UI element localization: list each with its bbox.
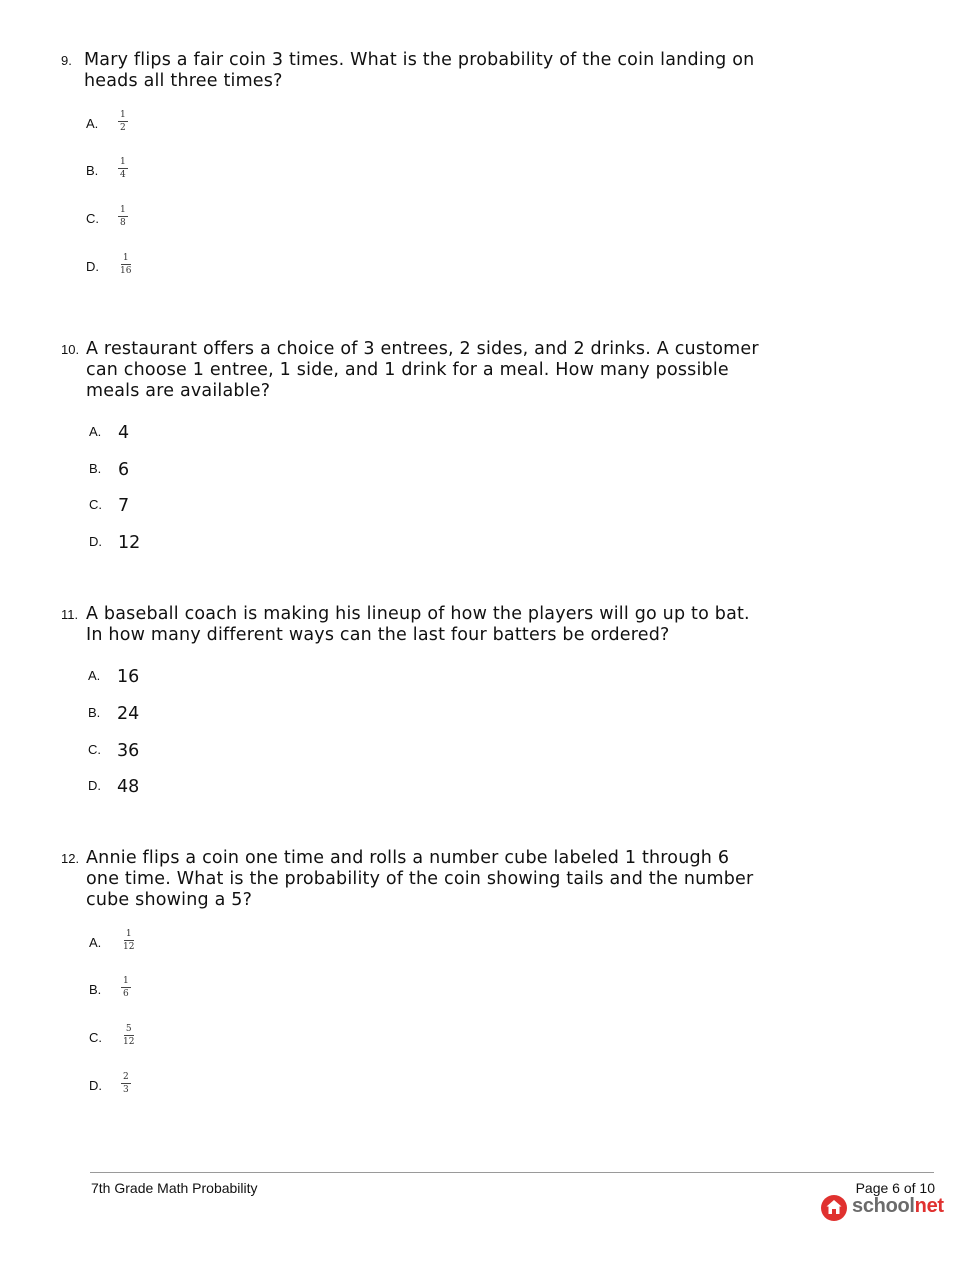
question-text: Annie flips a coin one time and rolls a number cube labeled 1 through 6 one time. What is the probability of the coin showing tails and the number cube showing a 5? xyxy=(86,848,754,910)
choice-letter: D. xyxy=(86,259,99,274)
choice-letter: C. xyxy=(88,742,101,757)
fraction-numerator: 1 xyxy=(120,110,126,120)
fraction-numerator: 1 xyxy=(122,253,129,263)
fraction-denominator: 4 xyxy=(120,170,126,180)
fraction xyxy=(121,1024,136,1047)
choice-value: 12 xyxy=(118,533,141,553)
fraction-numerator: 1 xyxy=(123,976,129,986)
question-number: 11. xyxy=(61,607,79,622)
question-text: A baseball coach is making his lineup of how the players will go up to bat. In how many different ways can the last four batters be ordered? xyxy=(86,604,750,645)
logo-wordmark xyxy=(852,1195,944,1218)
fraction-denominator: 6 xyxy=(123,989,129,999)
house-icon xyxy=(820,1194,848,1222)
choice-letter: C. xyxy=(86,211,99,226)
choice-letter: D. xyxy=(88,778,101,793)
choice-letter: A. xyxy=(86,116,99,131)
fraction-numerator: 1 xyxy=(120,157,126,167)
fraction-denominator: 12 xyxy=(123,1037,135,1047)
choice-value: 4 xyxy=(118,423,130,443)
question-text: Mary flips a fair coin 3 times. What is the probability of the coin landing on heads all three times? xyxy=(84,50,755,91)
choice-letter: A. xyxy=(89,935,102,950)
choice-letter: C. xyxy=(89,1030,102,1045)
question-number: 9. xyxy=(61,53,72,68)
choice-value: 7 xyxy=(118,496,130,516)
fraction-numerator: 1 xyxy=(120,205,126,215)
choice-letter: A. xyxy=(89,424,102,439)
choice-value: 6 xyxy=(118,460,130,480)
fraction-numerator: 2 xyxy=(123,1072,129,1082)
choice-letter: D. xyxy=(89,1078,102,1093)
fraction xyxy=(121,1072,131,1095)
choice-letter: C. xyxy=(89,497,102,512)
fraction-numerator: 5 xyxy=(125,1024,132,1034)
logo-prefix: school xyxy=(852,1195,915,1217)
choice-letter: B. xyxy=(88,705,101,720)
choice-letter: B. xyxy=(89,982,102,997)
fraction xyxy=(118,110,128,133)
question-text: A restaurant offers a choice of 3 entrees, 2 sides, and 2 drinks. A customer can choose 1 entree, 1 side, and 1 drink for a meal. How many possible meals are available? xyxy=(86,339,759,401)
choice-letter: A. xyxy=(88,668,101,683)
choice-value: 16 xyxy=(117,667,140,687)
footer-divider xyxy=(90,1172,934,1173)
fraction-numerator: 1 xyxy=(125,929,132,939)
fraction xyxy=(118,205,128,228)
fraction xyxy=(118,157,128,180)
logo-suffix: net xyxy=(914,1195,944,1217)
fraction xyxy=(118,253,133,276)
schoolnet-logo xyxy=(820,1194,944,1222)
choice-value: 48 xyxy=(117,777,140,797)
footer-title: 7th Grade Math Probability xyxy=(91,1180,258,1196)
choice-value: 36 xyxy=(117,741,140,761)
fraction-denominator: 12 xyxy=(123,942,135,952)
fraction-denominator: 3 xyxy=(123,1085,129,1095)
choice-letter: B. xyxy=(89,461,102,476)
choice-letter: B. xyxy=(86,163,99,178)
question-number: 12. xyxy=(61,851,80,866)
page-indicator: Page 6 of 10 xyxy=(855,1180,935,1196)
fraction-denominator: 16 xyxy=(120,266,132,276)
fraction-denominator: 2 xyxy=(120,123,126,133)
choice-value: 24 xyxy=(117,704,140,724)
fraction xyxy=(121,976,131,999)
choice-letter: D. xyxy=(89,534,102,549)
fraction xyxy=(121,929,136,952)
question-number: 10. xyxy=(61,342,80,357)
fraction-denominator: 8 xyxy=(120,218,126,228)
